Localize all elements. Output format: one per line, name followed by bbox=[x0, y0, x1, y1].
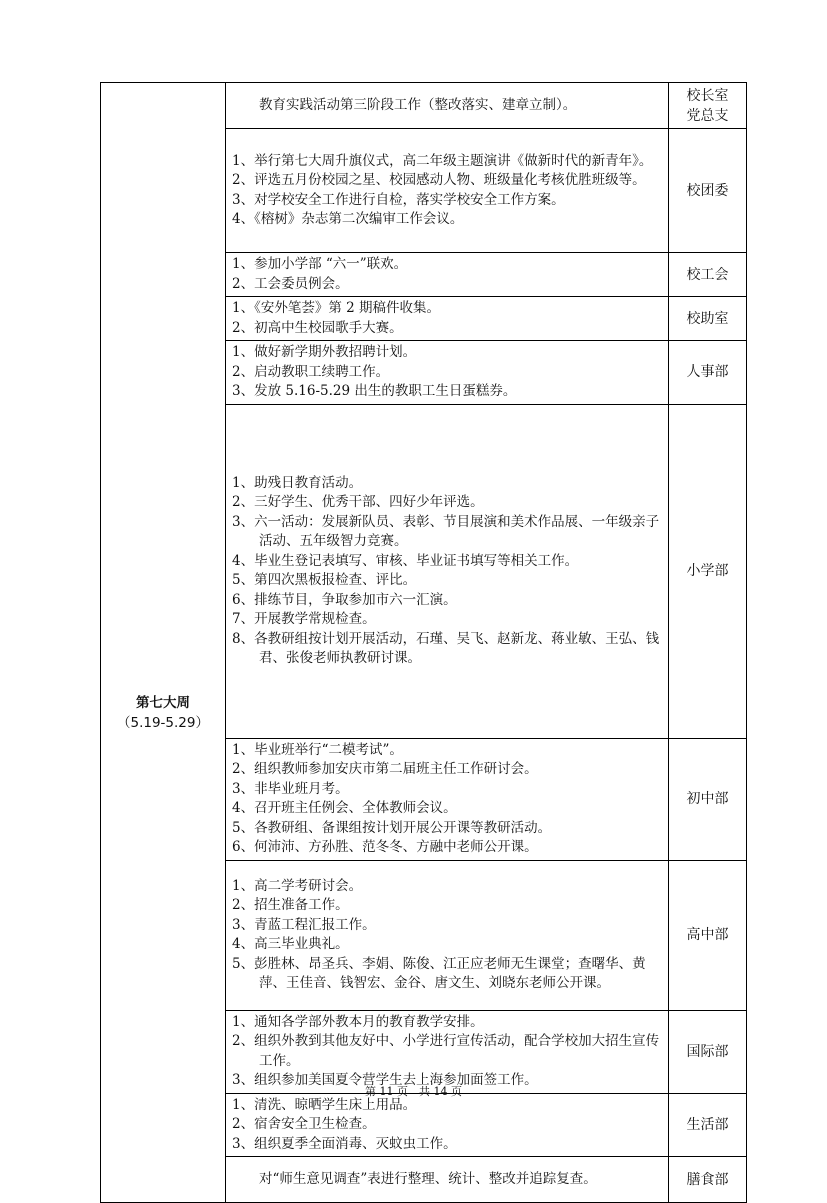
department-cell bbox=[669, 1010, 747, 1093]
task-item: 8、各教研组按计划开展活动，石瑾、吴飞、赵新龙、蒋业敏、王弘、钱君、张俊老师执教研讨课。 bbox=[232, 630, 660, 666]
task-paragraph: 教育实践活动第三阶段工作（整改落实、建章立制）。 bbox=[259, 96, 577, 113]
task-item: 1、毕业班举行“二模考试”。 bbox=[232, 741, 403, 758]
task-paragraph: 对“师生意见调查”表进行整理、统计、整改并追踪复查。 bbox=[259, 1170, 597, 1187]
task-item: 2、初高中生校园歌手大赛。 bbox=[232, 319, 403, 336]
department-cell bbox=[669, 297, 747, 341]
department-cell bbox=[669, 1157, 747, 1203]
department-name: 初中部 bbox=[686, 791, 729, 807]
schedule-table bbox=[100, 82, 747, 1203]
department-name: 膳食部 bbox=[686, 1171, 729, 1188]
task-item: 4、《榕树》杂志第二次编审工作会议。 bbox=[232, 211, 464, 227]
task-item: 4、毕业生登记表填写、审核、毕业证书填写等相关工作。 bbox=[232, 552, 579, 569]
department-name: 人事部 bbox=[686, 364, 729, 381]
task-item: 1、参加小学部 “六一”联欢。 bbox=[232, 256, 408, 272]
task-content-cell bbox=[226, 1157, 669, 1203]
task-content-cell bbox=[226, 1093, 669, 1157]
task-item: 1、通知各学部外教本月的教育教学安排。 bbox=[232, 1013, 484, 1030]
department-cell bbox=[669, 404, 747, 738]
department-cell bbox=[669, 253, 747, 297]
department-cell bbox=[669, 341, 747, 405]
task-item: 1、清洗、晾晒学生床上用品。 bbox=[232, 1096, 417, 1113]
task-content-cell bbox=[226, 341, 669, 405]
task-item: 2、宿舍安全卫生检查。 bbox=[232, 1116, 376, 1132]
task-content-cell bbox=[226, 404, 669, 738]
week-title: 第七大周 bbox=[136, 694, 190, 711]
task-content-cell bbox=[226, 83, 669, 129]
department-name: 小学部 bbox=[686, 563, 729, 579]
department-name: 国际部 bbox=[686, 1043, 729, 1060]
task-item: 3、六一活动：发展新队员、表彰、节目展演和美术作品展、一年级亲子活动、五年级智力竞赛。 bbox=[232, 513, 660, 549]
task-item: 4、召开班主任例会、全体教师会议。 bbox=[232, 800, 457, 816]
task-item: 6、排练节目，争取参加市六一汇演。 bbox=[232, 591, 457, 608]
task-content-cell bbox=[226, 1010, 669, 1093]
task-item: 2、启动教职工续聘工作。 bbox=[232, 363, 390, 380]
task-content-cell bbox=[226, 738, 669, 860]
task-content-cell bbox=[226, 860, 669, 1010]
department-name: 生活部 bbox=[686, 1116, 729, 1133]
department-cell bbox=[669, 860, 747, 1010]
task-item: 1、做好新学期外教招聘计划。 bbox=[232, 344, 417, 360]
task-item: 2、工会委员例会。 bbox=[232, 275, 349, 292]
department-name: 校团委 bbox=[686, 182, 729, 199]
department-name: 高中部 bbox=[686, 927, 729, 943]
department-cell bbox=[669, 738, 747, 860]
task-content-cell bbox=[226, 297, 669, 341]
task-item: 3、对学校安全工作进行自检，落实学校安全工作方案。 bbox=[232, 191, 565, 208]
task-item: 5、第四次黑板报检查、评比。 bbox=[232, 572, 417, 588]
department-cell bbox=[669, 129, 747, 253]
schedule-sheet bbox=[100, 82, 746, 1203]
task-item: 1、《安外笔荟》第 2 期稿件收集。 bbox=[232, 300, 441, 316]
task-content-cell bbox=[226, 129, 669, 253]
task-item: 1、举行第七大周升旗仪式，高二年级主题演讲《做新时代的新青年》。 bbox=[232, 152, 653, 169]
task-item: 2、组织教师参加安庆市第二届班主任工作研讨会。 bbox=[232, 761, 538, 777]
task-item: 3、组织夏季全面消毒、灭蚊虫工作。 bbox=[232, 1135, 457, 1152]
task-content-cell bbox=[226, 253, 669, 297]
department-name: 校长室 bbox=[686, 87, 729, 104]
task-item: 2、组织外教到其他友好中、小学进行宣传活动，配合学校加大招生宣传工作。 bbox=[232, 1033, 660, 1069]
task-item: 7、开展教学常规检查。 bbox=[232, 611, 376, 627]
task-item: 1、高二学考研讨会。 bbox=[232, 877, 363, 894]
task-item: 2、评选五月份校园之星、校园感动人物、班级量化考核优胜班级等。 bbox=[232, 172, 646, 188]
page-footer: 第 11 页 共 14 页 bbox=[365, 1085, 462, 1098]
task-item: 3、组织参加美国夏令营学生去上海参加面签工作。 bbox=[232, 1072, 538, 1088]
task-item: 3、非毕业班月考。 bbox=[232, 780, 349, 797]
task-item: 3、发放 5.16-5.29 出生的教职工生日蛋糕券。 bbox=[232, 383, 517, 399]
task-item: 5、彭胜林、昂圣兵、李娟、陈俊、江正应老师无生课堂；查曙华、黄萍、王佳音、钱智宏、金谷、唐文生、刘晓东老师公开课。 bbox=[232, 955, 646, 991]
task-item: 1、助残日教育活动。 bbox=[232, 474, 363, 491]
department-cell bbox=[669, 1093, 747, 1157]
department-name: 校工会 bbox=[686, 266, 729, 283]
department-name: 党总支 bbox=[686, 107, 729, 124]
task-item: 3、青蓝工程汇报工作。 bbox=[232, 916, 376, 933]
week-range: （5.19-5.29） bbox=[117, 714, 209, 731]
task-item: 2、三好学生、优秀干部、四好少年评选。 bbox=[232, 494, 484, 510]
task-item: 6、何沛沛、方孙胜、范冬冬、方融中老师公开课。 bbox=[232, 839, 538, 855]
department-cell bbox=[669, 83, 747, 129]
task-item: 5、各教研组、备课组按计划开展公开课等教研活动。 bbox=[232, 819, 552, 836]
department-name: 校助室 bbox=[686, 310, 729, 327]
schedule-row bbox=[101, 83, 747, 129]
task-item: 2、招生准备工作。 bbox=[232, 897, 349, 913]
task-item: 4、高三毕业典礼。 bbox=[232, 936, 349, 952]
week-cell bbox=[101, 83, 226, 1203]
